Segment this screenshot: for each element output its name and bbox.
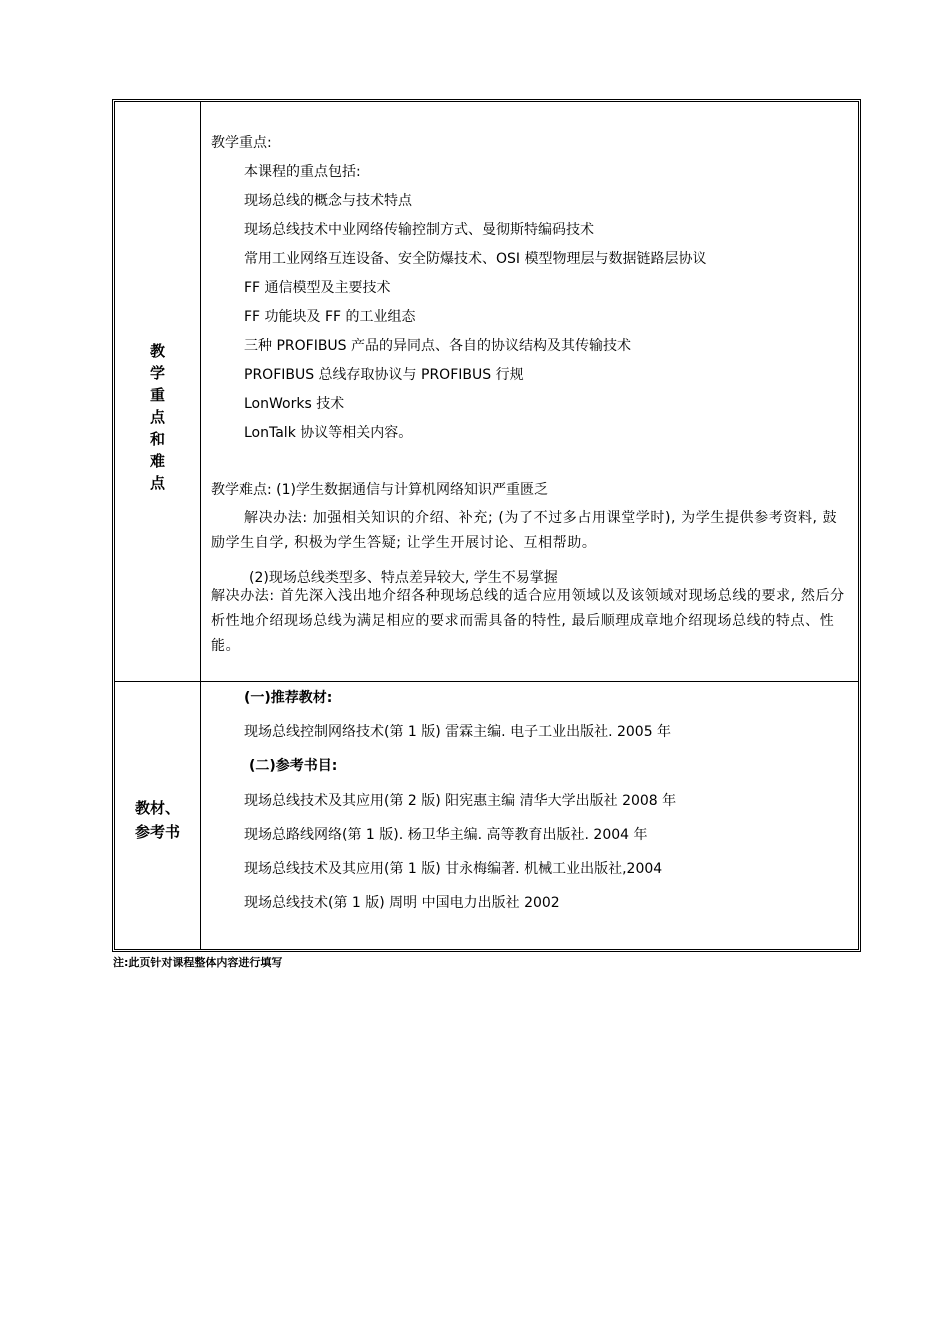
reference-item: 现场总线技术及其应用(第 1 版) 甘永梅编著. 机械工业出版社,2004 bbox=[244, 861, 663, 877]
textbooks-content bbox=[201, 682, 858, 949]
key-point-item: FF 功能块及 FF 的工业组态 bbox=[244, 309, 416, 325]
solution-1: 解决办法: 加强相关知识的介绍、补充; (为了不过多占用课堂学时), 为学生提供参考资料, 鼓励学生自学, 积极为学生答疑; 让学生开展讨论、互相帮助。 bbox=[211, 510, 838, 551]
footnote: 注:此页针对课程整体内容进行填写 bbox=[113, 956, 283, 969]
key-point-item: 三种 PROFIBUS 产品的异同点、各自的协议结构及其传输技术 bbox=[244, 338, 632, 354]
references-heading: (二)参考书目: bbox=[249, 758, 338, 774]
key-point-item: 现场总线的概念与技术特点 bbox=[244, 193, 412, 209]
textbooks-row bbox=[115, 682, 858, 949]
key-points-heading: 教学重点: bbox=[211, 135, 272, 151]
textbooks-label-line1: 教材、 bbox=[134, 798, 180, 817]
difficulty-1: 教学难点: (1)学生数据通信与计算机网络知识严重匮乏 bbox=[211, 482, 548, 498]
key-point-item: 现场总线技术中业网络传输控制方式、曼彻斯特编码技术 bbox=[244, 222, 594, 238]
key-point-item: PROFIBUS 总线存取协议与 PROFIBUS 行规 bbox=[244, 367, 524, 383]
key-points-label: 教学重点和难点 bbox=[149, 341, 165, 492]
key-points-row bbox=[115, 102, 858, 682]
key-points-content bbox=[201, 102, 858, 681]
reference-item: 现场总线技术(第 1 版) 周明 中国电力出版社 2002 bbox=[244, 895, 560, 911]
textbook-item: 现场总线控制网络技术(第 1 版) 雷霖主编. 电子工业出版社. 2005 年 bbox=[244, 724, 672, 740]
difficulty-2: (2)现场总线类型多、特点差异较大, 学生不易掌握 bbox=[249, 570, 558, 586]
key-points-intro: 本课程的重点包括: bbox=[244, 164, 361, 180]
reference-item: 现场总线技术及其应用(第 2 版) 阳宪惠主编 清华大学出版社 2008 年 bbox=[244, 793, 677, 809]
key-point-item: LonWorks 技术 bbox=[244, 396, 345, 412]
key-point-item: LonTalk 协议等相关内容。 bbox=[244, 425, 413, 441]
course-table bbox=[112, 99, 861, 952]
textbooks-label-line2: 参考书 bbox=[134, 822, 180, 841]
key-point-item: FF 通信模型及主要技术 bbox=[244, 280, 391, 296]
textbooks-label-cell bbox=[115, 682, 201, 949]
reference-item: 现场总路线网络(第 1 版). 杨卫华主编. 高等教育出版社. 2004 年 bbox=[244, 827, 648, 843]
solution-2: 解决办法: 首先深入浅出地介绍各种现场总线的适合应用领域以及该领域对现场总线的要求, 然后分析性地介绍现场总线为满足相应的要求而需具备的特性, 最后顺理成章地介绍现场总线的特点、性能。 bbox=[211, 588, 845, 654]
key-point-item: 常用工业网络互连设备、安全防爆技术、OSI 模型物理层与数据链路层协议 bbox=[244, 251, 707, 267]
textbook-heading: (一)推荐教材: bbox=[244, 690, 333, 706]
key-points-label-cell bbox=[115, 102, 201, 681]
textbooks-label bbox=[135, 796, 180, 844]
